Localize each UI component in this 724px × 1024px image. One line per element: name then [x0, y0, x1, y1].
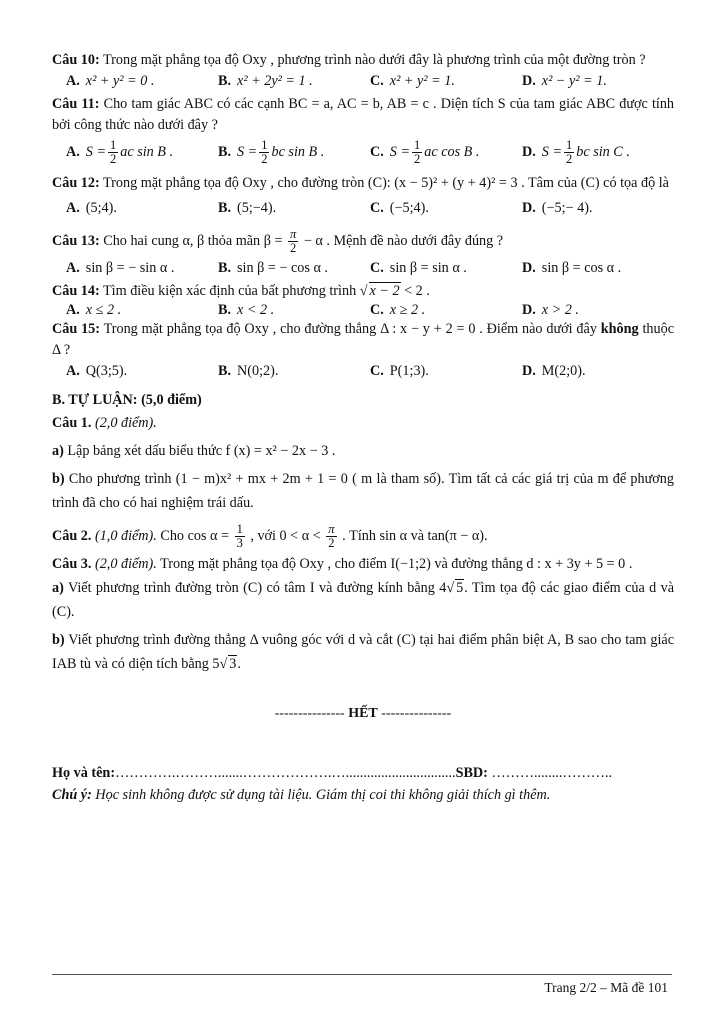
- options-13: [66, 259, 674, 278]
- essay-1a: a) Lập bảng xét dấu biểu thức f (x) = x² − 2x − 3 .: [52, 443, 336, 459]
- option-b: B. x² + 2y² = 1 .: [218, 73, 313, 89]
- sqrt-expression: x − 2: [369, 283, 400, 299]
- footer-divider: [52, 974, 672, 975]
- option-b: B. N(0;2).: [218, 363, 279, 379]
- end-marker: --------------- HẾT ---------------: [274, 706, 452, 721]
- options-14: [66, 302, 674, 319]
- option-d: D. x > 2 .: [522, 302, 579, 318]
- option-b: B. sin β = − cos α .: [218, 260, 328, 276]
- option-b: B. S = $\frac{1}{2}$ bc sin B .: [218, 138, 325, 166]
- question-label: Câu 11:: [52, 96, 100, 112]
- option-c: C. x² + y² = 1.: [370, 73, 455, 89]
- essay-3b: b) Viết phương trình đường thẳng Δ vuông góc với d và cắt (C) tại hai điểm phân biệt A, B sao cho tam giác IAB tù và có diện tích bằng 5√ 3.: [52, 632, 674, 672]
- option-c: C. P(1;3).: [370, 363, 429, 379]
- question-12: [52, 172, 674, 195]
- options-15: [66, 362, 674, 381]
- sbd-label: SBD:: [455, 765, 488, 781]
- sbd-dots: ………........………..: [487, 765, 613, 781]
- option-a: A. (5;4).: [66, 200, 117, 216]
- option-c: C. x ≥ 2 .: [370, 302, 426, 318]
- options-12: [66, 199, 674, 218]
- question-13: Câu 13: Cho hai cung α, β thỏa mãn β = $\frac{\pi}{2}$ − α . Mệnh đề nào dưới đây đúng ?: [52, 227, 504, 255]
- option-b: B. (5;−4).: [218, 200, 277, 216]
- option-a: A. S = $\frac{1}{2}$ ac sin B .: [66, 138, 174, 166]
- question-text: Trong mặt phẳng tọa độ Oxy , cho đường tròn (C): (x − 5)² + (y + 4)² = 3 . Tâm của (C) có tọa độ là: [103, 175, 669, 191]
- option-a: A. sin β = − sin α .: [66, 260, 175, 276]
- question-label: Câu 10:: [52, 52, 100, 68]
- essay-1b: b) Cho phương trình (1 − m)x² + mx + 2m + 1 = 0 ( m là tham số). Tìm tất cả các giá trị của m để phương trình đã cho có hai nghiệm trái dấu.: [52, 471, 674, 511]
- option-d: D. x² − y² = 1.: [522, 73, 607, 89]
- option-d: D. M(2;0).: [522, 363, 586, 379]
- question-label: Câu 15:: [52, 321, 100, 337]
- question-label: Câu 12:: [52, 175, 100, 191]
- option-a: A. Q(3;5).: [66, 363, 128, 379]
- question-14: Câu 14: Tìm điều kiện xác định của bất phương trình √ x − 2 < 2 .: [52, 283, 430, 299]
- option-b: B. x < 2 .: [218, 302, 275, 318]
- option-c: C. (−5;4).: [370, 200, 429, 216]
- option-d: D. sin β = cos α .: [522, 260, 622, 276]
- option-a: A. x ≤ 2 .: [66, 302, 122, 318]
- question-label: Câu 14:: [52, 283, 100, 299]
- question-15: Câu 15: Trong mặt phẳng tọa độ Oxy , cho đường thẳng Δ : x − y + 2 = 0 . Điểm nào dưới đây không thuộc Δ ?: [52, 321, 674, 358]
- essay-question-2: Câu 2. (1,0 điểm). Cho cos α = $\frac{1}{3}$ , với 0 < α < $\frac{\pi}{2}$ . Tính sin α và tan(π − α).: [52, 522, 488, 550]
- name-dots: ………….……….......……………….…...............................: [115, 765, 456, 781]
- option-c: C. sin β = sin α .: [370, 260, 467, 276]
- essay-question-3: Câu 3. (2,0 điểm). Trong mặt phẳng tọa độ Oxy , cho điểm I(−1;2) và đường thẳng d : x + 3y + 5 = 0 .: [52, 556, 633, 572]
- question-11: [52, 94, 674, 136]
- exam-page: [52, 50, 674, 806]
- option-c: C. S = $\frac{1}{2}$ ac cos B .: [370, 138, 480, 166]
- fraction: $\frac{\pi}{2}$: [290, 227, 297, 255]
- exam-note: Chú ý: Học sinh không được sử dụng tài liệu. Giám thị coi thi không giải thích gì thêm.: [52, 787, 551, 803]
- essay-3a: a) Viết phương trình đường tròn (C) có tâm I và đường kính bằng 4√ 5. Tìm tọa độ các giao điểm của d và (C).: [52, 580, 675, 620]
- question-text: Trong mặt phẳng tọa độ Oxy , phương trình nào dưới đây là phương trình của một đường tròn ?: [103, 52, 646, 68]
- options-10: [66, 72, 674, 91]
- options-11: [66, 139, 674, 166]
- question-text: Cho tam giác ABC có các cạnh BC = a, AC = b, AB = c . Diện tích S của tam giác ABC được tính bởi công thức nào dưới đây ?: [52, 96, 675, 133]
- option-a: A. x² + y² = 0 .: [66, 73, 155, 89]
- candidate-info-line: [52, 762, 674, 784]
- section-heading: B. TỰ LUẬN: (5,0 điểm): [52, 392, 202, 408]
- option-d: D. (−5;− 4).: [522, 200, 593, 216]
- question-label: Câu 13:: [52, 232, 100, 249]
- page-footer: Trang 2/2 – Mã đề 101: [544, 980, 668, 995]
- option-d: D. S = $\frac{1}{2}$ bc sin C .: [522, 138, 630, 166]
- name-label: Họ và tên:: [52, 765, 116, 781]
- question-10: [52, 50, 674, 71]
- essay-question-1: Câu 1. (2,0 điểm).: [52, 415, 157, 431]
